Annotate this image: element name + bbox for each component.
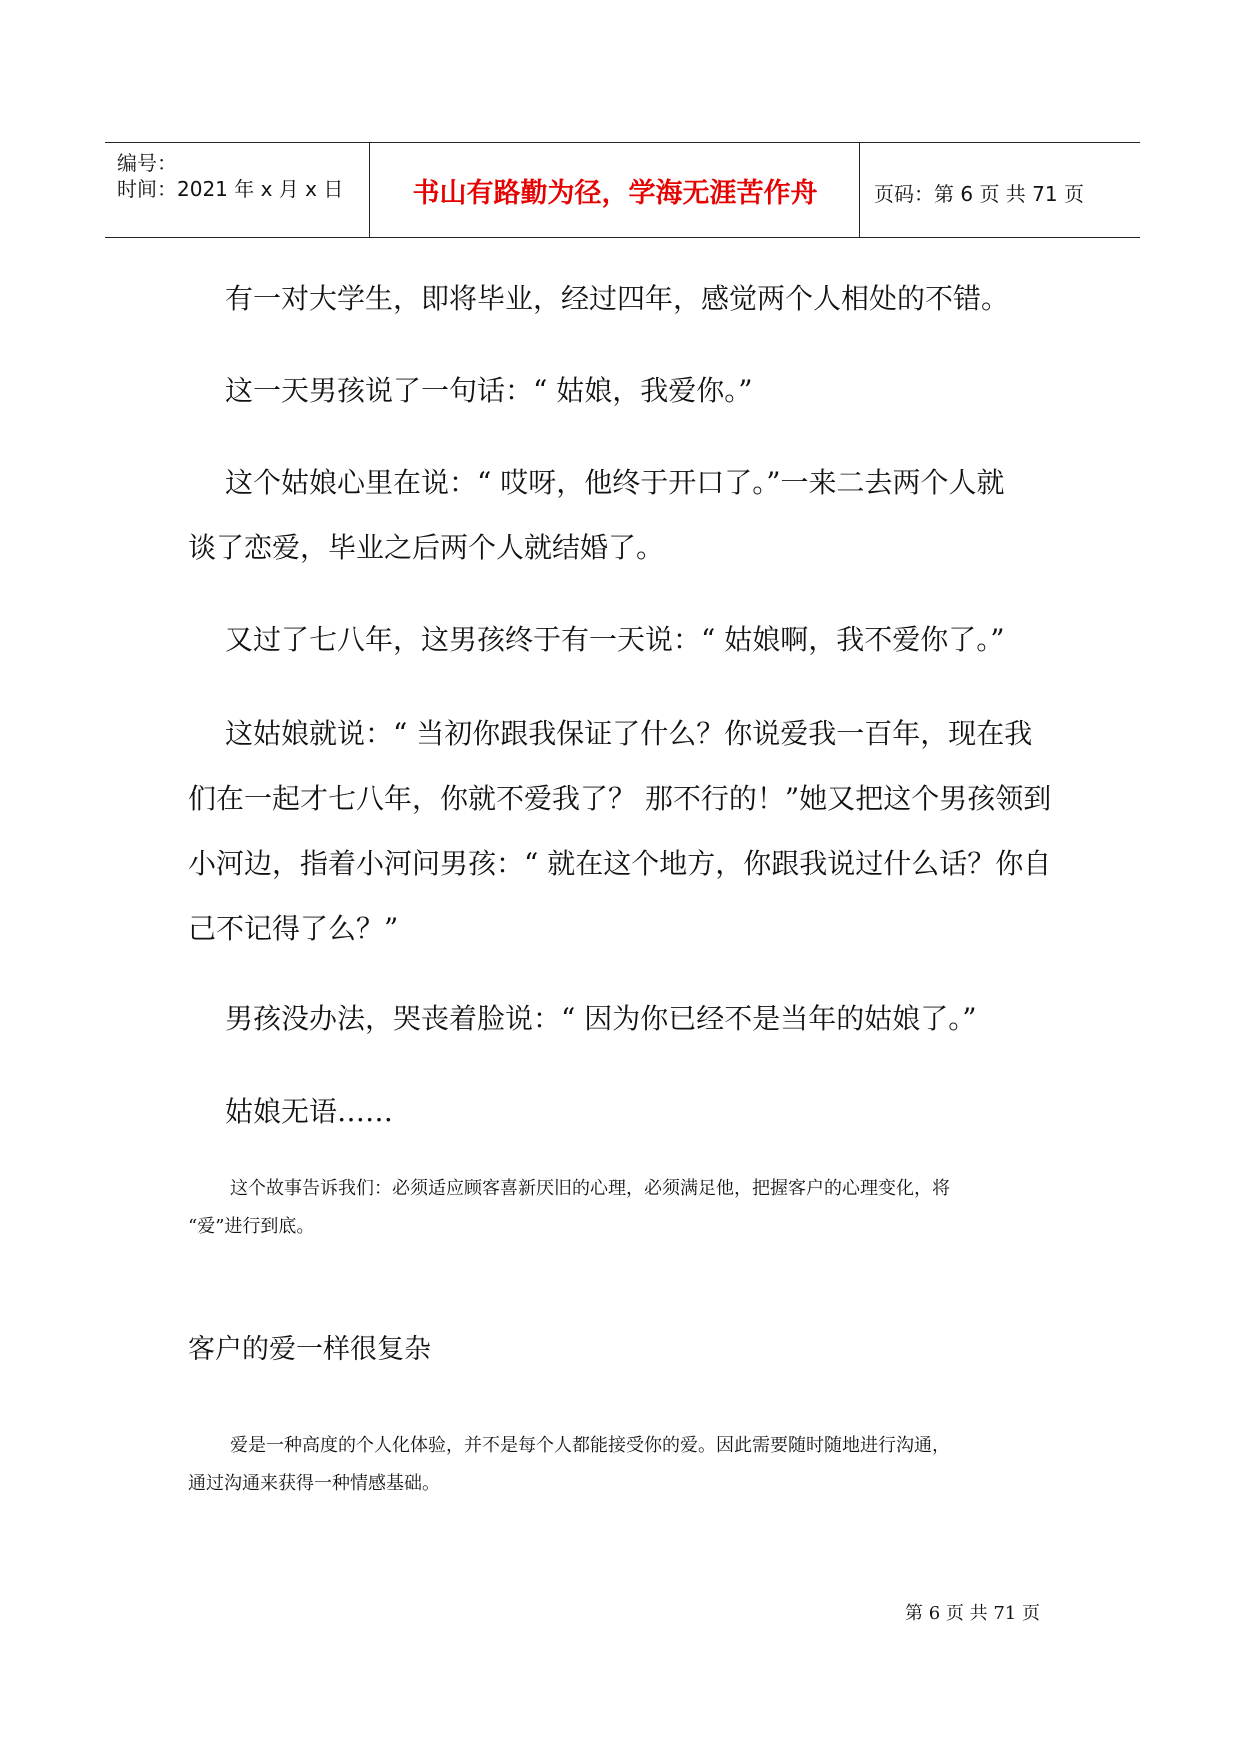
moral-line-2: “爱”进行到底。 [188, 1216, 315, 1237]
story-paragraph-3-line-1: 这个姑娘心里在说：“ 哎呀，他终于开口了。”一来二去两个人就 [225, 466, 1005, 499]
page-footer: 第 6 页 共 71 页 [905, 1603, 1040, 1624]
header-info-cell [105, 143, 370, 237]
header-motto: 书山有路勤为径，学海无涯苦作舟 [412, 178, 818, 209]
story-paragraph-5-line-3: 小河边，指着小河问男孩：“ 就在这个地方，你跟我说过什么话？你自 [188, 847, 1052, 880]
story-paragraph-2: 这一天男孩说了一句话：“ 姑娘，我爱你。” [225, 374, 753, 407]
section-paragraph-line-1: 爱是一种高度的个人化体验，并不是每个人都能接受你的爱。因此需要随时随地进行沟通， [230, 1435, 950, 1456]
moral-line-1: 这个故事告诉我们：必须适应顾客喜新厌旧的心理，必须满足他，把握客户的心理变化，将 [230, 1178, 950, 1199]
document-time-label: 时间：2021 年 x 月 x 日 [117, 177, 344, 201]
story-paragraph-5-line-2: 们在一起才七八年，你就不爱我了？ 那不行的！”她又把这个男孩领到 [188, 782, 1052, 815]
story-paragraph-6: 男孩没办法，哭丧着脸说：“ 因为你已经不是当年的姑娘了。” [225, 1002, 977, 1035]
story-paragraph-4: 又过了七八年，这男孩终于有一天说：“ 姑娘啊，我不爱你了。” [225, 623, 1005, 656]
header-page-cell [860, 143, 1140, 237]
story-paragraph-3-line-2: 谈了恋爱，毕业之后两个人就结婚了。 [188, 531, 665, 564]
section-paragraph-line-2: 通过沟通来获得一种情感基础。 [188, 1473, 440, 1494]
page-header [105, 142, 1140, 238]
section-heading: 客户的爱一样很复杂 [188, 1334, 431, 1365]
story-paragraph-7: 姑娘无语…… [225, 1095, 394, 1128]
header-motto-cell [370, 143, 860, 237]
story-paragraph-5-line-1: 这姑娘就说：“ 当初你跟我保证了什么？你说爱我一百年，现在我 [225, 717, 1033, 750]
story-paragraph-5-line-4: 己不记得了么？” [188, 912, 399, 945]
document-number-label: 编号： [117, 151, 177, 175]
header-page-number: 页码：第 6 页 共 71 页 [874, 182, 1084, 206]
story-paragraph-1: 有一对大学生，即将毕业，经过四年，感觉两个人相处的不错。 [225, 282, 1010, 315]
